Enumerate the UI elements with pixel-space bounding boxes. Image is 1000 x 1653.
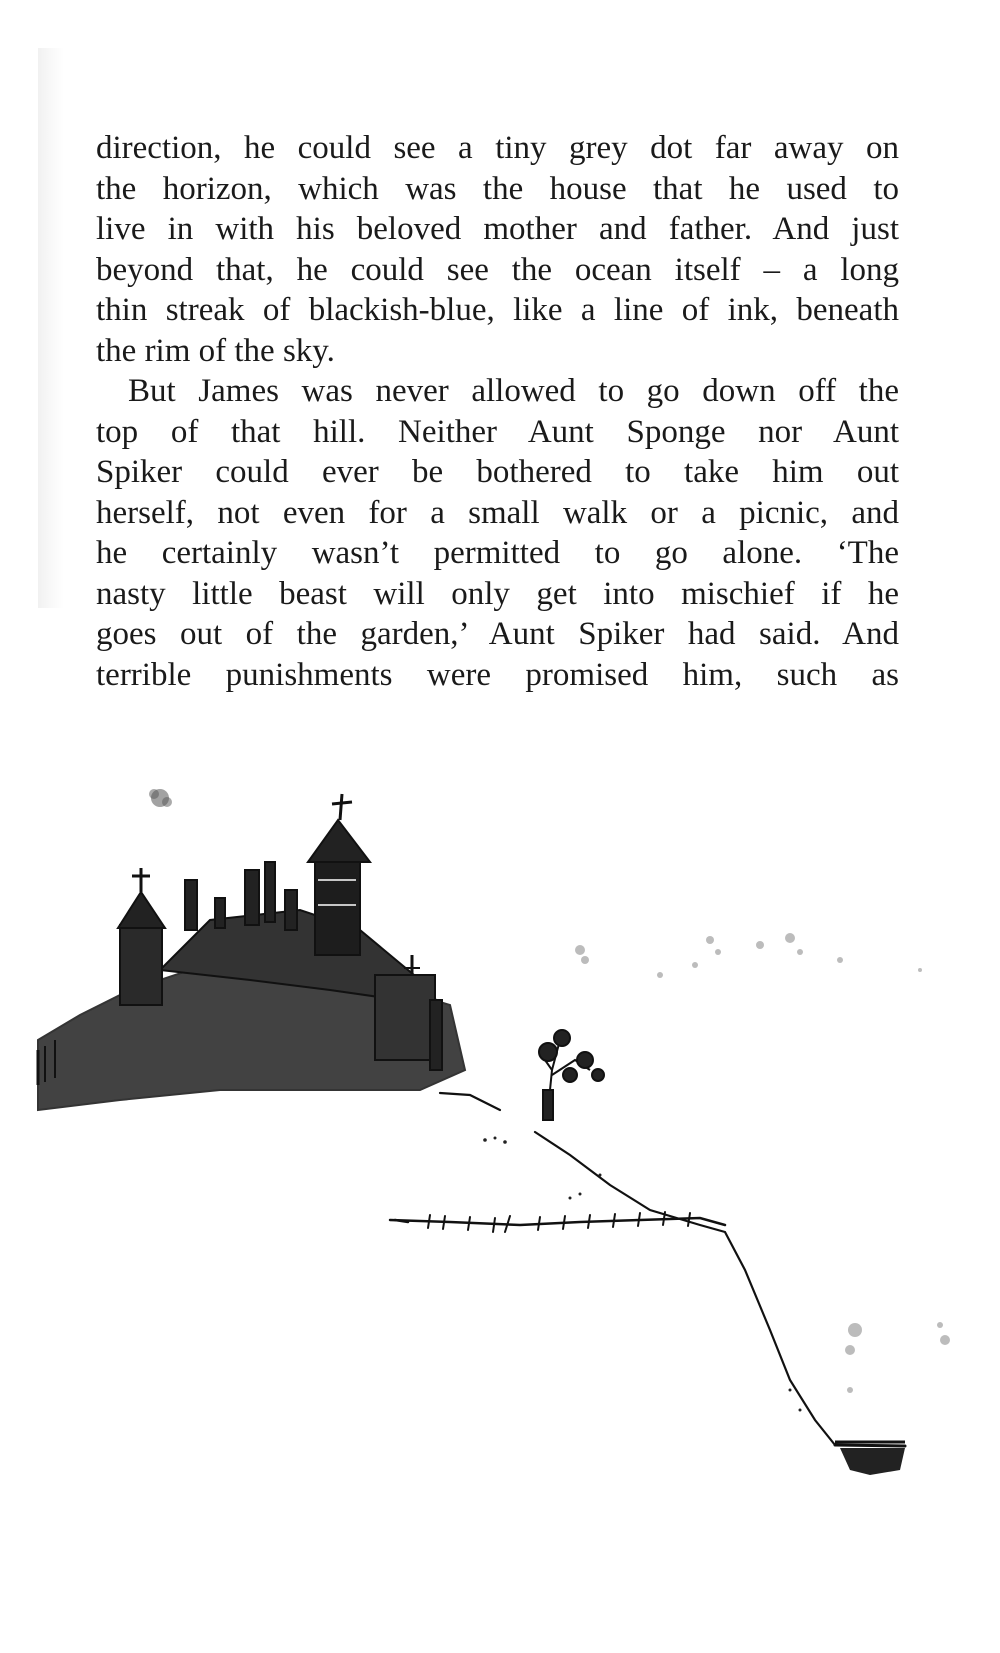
text-line: herself, not even for a small walk or a picnic, and: [96, 494, 899, 531]
distant-trees: [575, 933, 950, 1393]
text-line: goes out of the garden,’ Aunt Spiker had said. And: [96, 616, 899, 652]
text-line: But James was never allowed to go down off the: [128, 373, 899, 409]
text-line: top of that hill. Neither Aunt Sponge nor Aunt: [96, 413, 899, 450]
text-line: terrible punishments were promised him, such as: [96, 656, 899, 693]
hill-line: [440, 1093, 905, 1446]
text-line: the horizon, which was the house that he used to: [96, 170, 899, 207]
tree: [539, 1030, 604, 1120]
body-text: [96, 128, 899, 695]
text-line: nasty little beast will only get into mischief if he: [96, 575, 899, 612]
fence: [390, 1212, 725, 1232]
ink-smudge: [149, 789, 172, 807]
text-line: the rim of the sky.: [96, 332, 335, 369]
text-line: Spiker could ever be bothered to take him out: [96, 454, 899, 490]
text-line: beyond that, he could see the ocean itself – a long: [96, 251, 899, 288]
hill-house-illustration: [0, 770, 1000, 1570]
house: [38, 794, 465, 1110]
text-line: direction, he could see a tiny grey dot far away on: [96, 130, 899, 166]
text-line: he certainly wasn’t permitted to go alone. ‘The: [96, 535, 899, 571]
scan-shadow: [38, 48, 64, 608]
text-line: thin streak of blackish-blue, like a line of ink, beneath: [96, 292, 899, 328]
text-line: live in with his beloved mother and father. And just: [96, 211, 899, 247]
